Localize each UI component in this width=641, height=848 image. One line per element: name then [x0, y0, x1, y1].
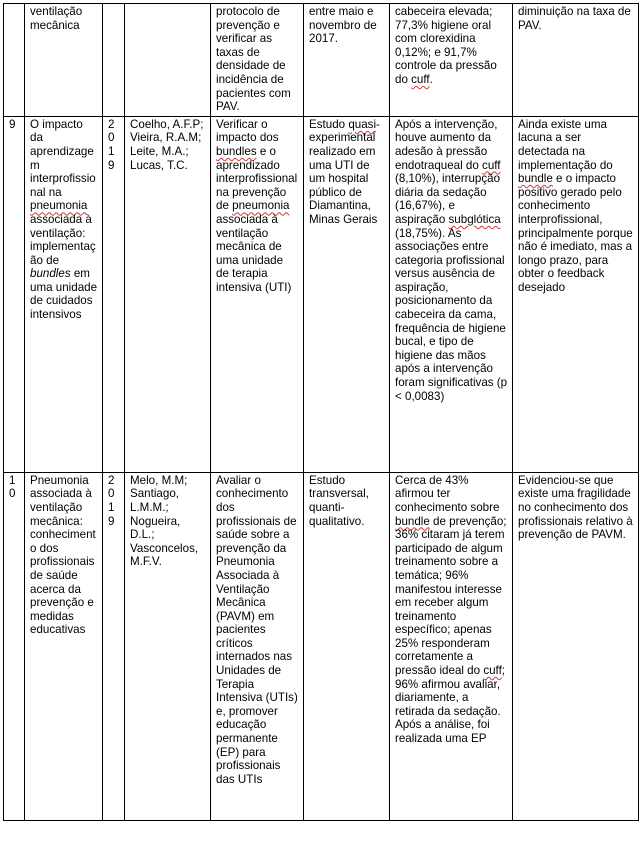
authors-cell: Coelho, A.F.P; Vieira, R.A.M; Leite, M.A.; Lucas, T.C.	[125, 116, 211, 472]
results-cell: Após a intervenção, houve aumento da adesão à pressão endotraqueal do cuff (8,10%), interrupção diária da sedação (16,67%), e aspiração subglótica (18,75%). As associações entre categoria profissional versus ausência de aspiração, posicionamento da cabeceira da cama, frequência de higiene bucal, e tipo de higiene das mãos após a intervenção foram significativas (p < 0,0083)	[390, 116, 513, 472]
row-number-cell	[4, 4, 25, 117]
row-number-cell: 10	[4, 472, 25, 820]
title-cell: O impacto da aprendizagem interprofissional na pneumonia associada à ventilação: implementação de bundles em uma unidade de cuidados intensivos	[25, 116, 103, 472]
year-cell	[103, 4, 125, 117]
results-cell: cabeceira elevada; 77,3% higiene oral com clorexidina 0,12%; e 91,7% controle da pressão do cuff.	[390, 4, 513, 117]
row-number-cell: 9	[4, 116, 25, 472]
table-row	[4, 472, 639, 820]
method-cell: Estudo quasi-experimental realizado em uma UTI de um hospital público de Diamantina, Minas Gerais	[304, 116, 390, 472]
year-cell: 2019	[103, 116, 125, 472]
title-cell: Pneumonia associada à ventilação mecânica: conhecimento dos profissionais de saúde acerca da prevenção e medidas educativas	[25, 472, 103, 820]
review-table	[3, 3, 639, 821]
objective-cell: Verificar o impacto dos bundles e o aprendizado interprofissional na prevenção de pneumonia associada à ventilação mecânica de uma unidade de terapia intensiva (UTI)	[211, 116, 304, 472]
conclusion-cell: diminuição na taxa de PAV.	[513, 4, 639, 117]
objective-cell: Avaliar o conhecimento dos profissionais de saúde sobre a prevenção da Pneumonia Associada à Ventilação Mecânica (PAVM) em pacientes críticos internados nas Unidades de Terapia Intensiva (UTIs) e, promover educação permanente (EP) para profissionais das UTIs	[211, 472, 304, 820]
results-cell: Cerca de 43% afirmou ter conhecimento sobre bundle de prevenção; 36% citaram já terem participado de algum treinamento sobre a temática; 96% manifestou interesse em receber algum treinamento específico; apenas 25% responderam corretamente a pressão ideal do cuff; 96% afirmou avaliar, diariamente, a retirada da sedação. Após a análise, foi realizada uma EP	[390, 472, 513, 820]
method-cell: Estudo transversal, quanti-qualitativo.	[304, 472, 390, 820]
table-row	[4, 4, 639, 117]
objective-cell: protocolo de prevenção e verificar as taxas de densidade de incidência de pacientes com PAV.	[211, 4, 304, 117]
conclusion-cell: Ainda existe uma lacuna a ser detectada na implementação do bundle e o impacto positivo gerado pelo conhecimento interprofissional, principalmente porque não é imediato, mas a longo prazo, para obter o feedback desejado	[513, 116, 639, 472]
table-row	[4, 116, 639, 472]
authors-cell	[125, 4, 211, 117]
year-cell: 2019	[103, 472, 125, 820]
conclusion-cell: Evidenciou-se que existe uma fragilidade no conhecimento dos profissionais relativo à prevenção de PAVM.	[513, 472, 639, 820]
title-cell: ventilação mecânica	[25, 4, 103, 117]
method-cell: entre maio e novembro de 2017.	[304, 4, 390, 117]
authors-cell: Melo, M.M; Santiago, L.M.M.; Nogueira, D.L.; Vasconcelos, M.F.V.	[125, 472, 211, 820]
